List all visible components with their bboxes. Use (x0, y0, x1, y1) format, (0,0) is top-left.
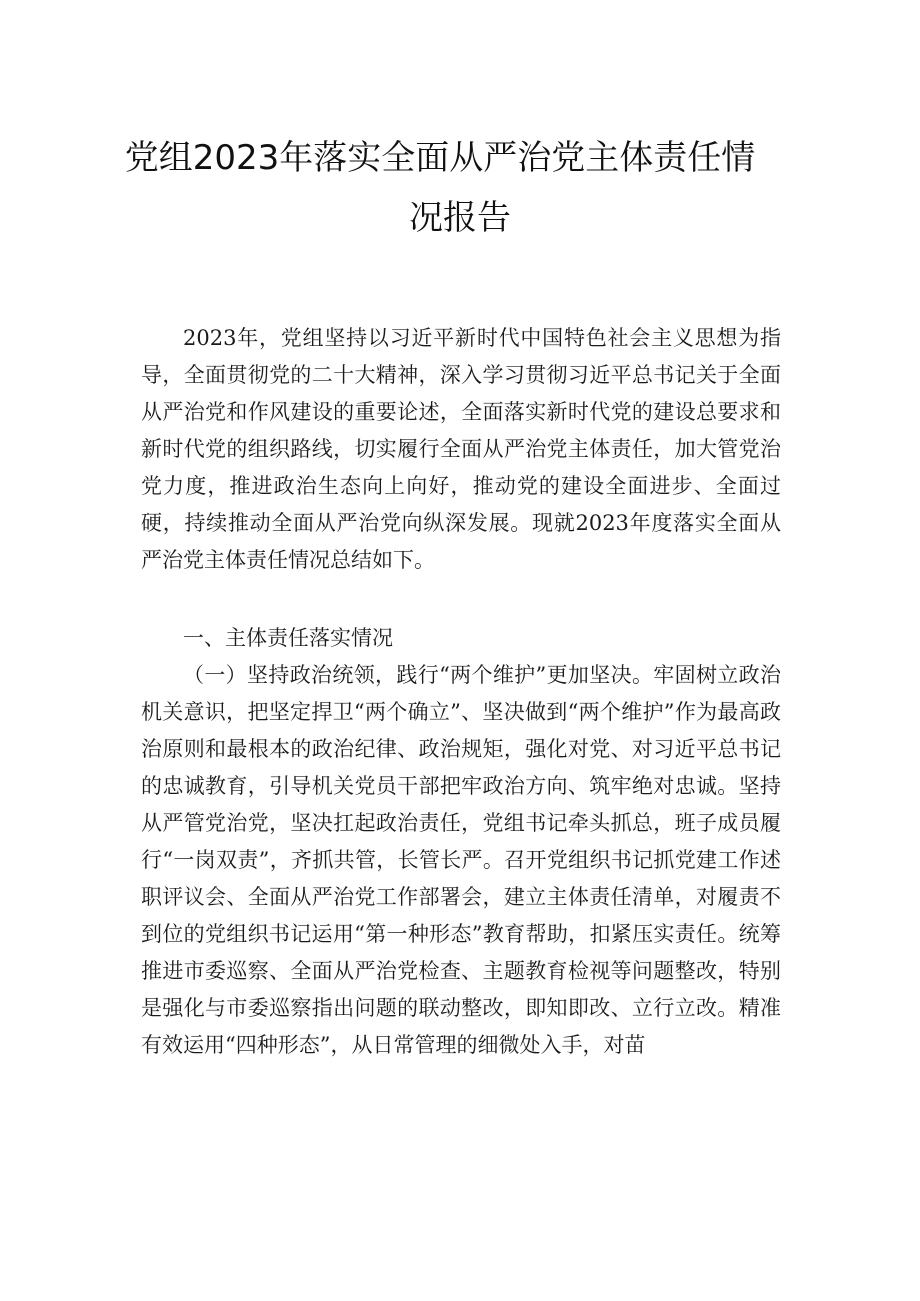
intro-paragraph: 2023年，党组坚持以习近平新时代中国特色社会主义思想为指导，全面贯彻党的二十大精神，深入学习贯彻习近平总书记关于全面从严治党和作风建设的重要论述，全面落实新时代党的建设总要求和新时代党的组织路线，切实履行全面从严治党主体责任，加大管党治党力度，推进政治生态向上向好，推动党的建设全面进步、全面过硬，持续推动全面从严治党向纵深发展。现就2023年度落实全面从严治党主体责任情况总结如下。 (141, 326, 781, 572)
section-1-paragraph-1: （一）坚持政治统领，践行“两个维护”更加坚决。牢固树立政治机关意识，把坚定捍卫“两个确立”、坚决做到“两个维护”作为最高政治原则和最根本的政治纪律、政治规矩，强化对党、对习近平总书记的忠诚教育，引导机关党员干部把牢政治方向、筑牢绝对忠诚。坚持从严管党治党，坚决扛起政治责任，党组书记牵头抓总，班子成员履行“一岗双责”，齐抓共管，长管长严。召开党组织书记抓党建工作述职评议会、全面从严治党工作部署会，建立主体责任清单，对履责不到位的党组织书记运用“第一种形态”教育帮助，扣紧压实责任。统筹推进市委巡察、全面从严治党检查、主题教育检视等问题整改，特别是强化与市委巡察指出问题的联动整改，即知即改、立行立改。精准有效运用“四种形态”，从日常管理的细微处入手，对苗 (141, 663, 781, 1057)
section-heading-1: 一、主体责任落实情况 (183, 626, 393, 650)
document-title-line-1: 党组2023年落实全面从严治党主体责任情 (124, 138, 756, 178)
document-title-line-2: 况报告 (409, 198, 511, 238)
